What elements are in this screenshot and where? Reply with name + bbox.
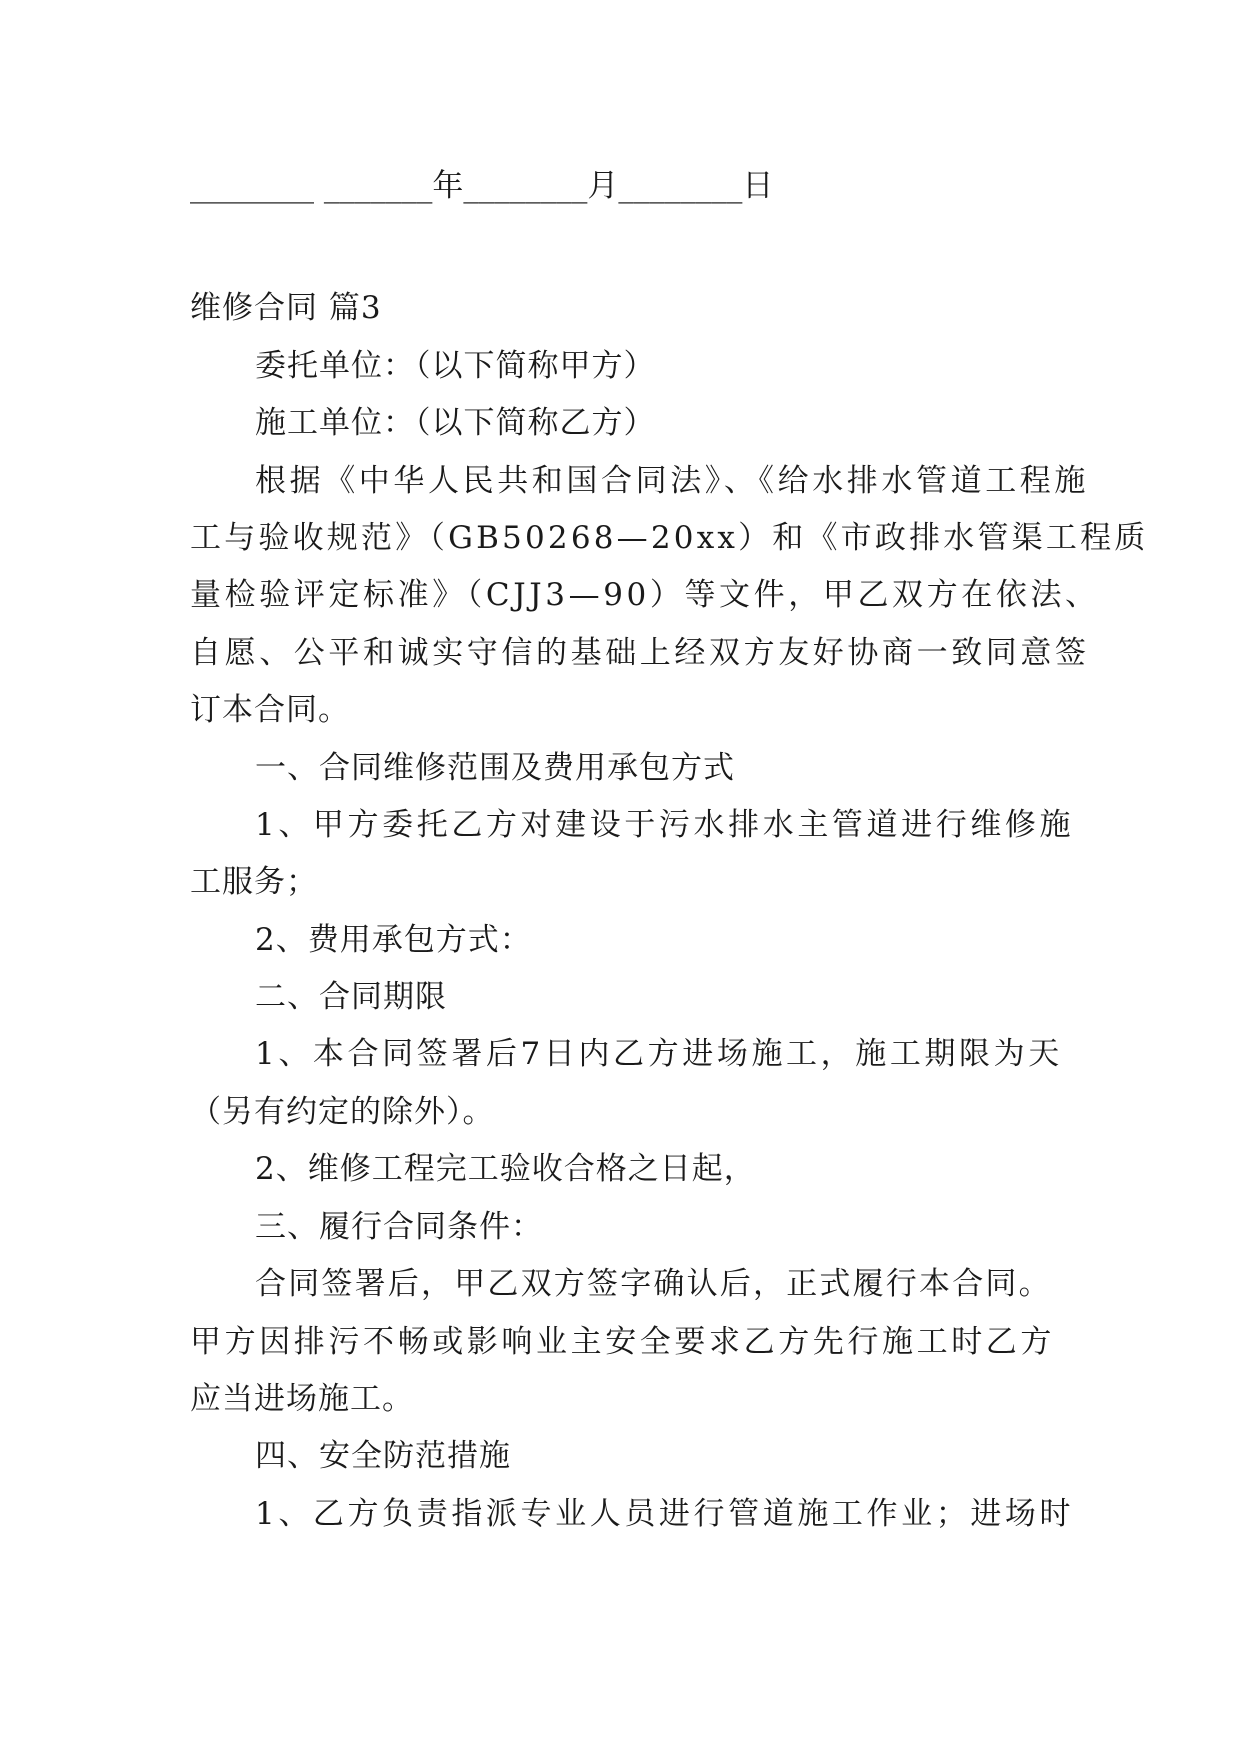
section-heading-2: 二、合同期限 bbox=[255, 979, 447, 1015]
paragraph-line: 1、本合同签署后7日内乙方进场施工，施工期限为天 bbox=[255, 1036, 1063, 1072]
paragraph-line: 2、维修工程完工验收合格之日起， bbox=[255, 1151, 756, 1187]
section-heading-1: 一、合同维修范围及费用承包方式 bbox=[255, 750, 735, 786]
paragraph-line: 1、乙方负责指派专业人员进行管道施工作业；进场时 bbox=[255, 1496, 1075, 1532]
paragraph-line: 自愿、公平和诚实守信的基础上经双方友好协商一致同意签 bbox=[190, 635, 1090, 671]
paragraph-line: 应当进场施工。 bbox=[190, 1381, 414, 1417]
paragraph-line: 合同签署后，甲乙双方签字确认后，正式履行本合同。 bbox=[255, 1266, 1052, 1302]
paragraph-line: 根据《中华人民共和国合同法》、《给水排水管道工程施 bbox=[255, 463, 1089, 499]
section-title: 维修合同 篇3 bbox=[190, 290, 382, 326]
section-heading-4: 四、安全防范措施 bbox=[255, 1438, 511, 1474]
section-heading-3: 三、履行合同条件： bbox=[255, 1209, 543, 1245]
paragraph-line: 甲方因排污不畅或影响业主安全要求乙方先行施工时乙方 bbox=[190, 1324, 1055, 1360]
contractor-unit-line: 施工单位：（以下简称乙方） bbox=[255, 405, 656, 441]
paragraph-line: 工服务； bbox=[190, 864, 318, 900]
paragraph-line: （另有约定的除外）。 bbox=[190, 1094, 495, 1130]
paragraph-line: 1、甲方委托乙方对建设于污水排水主管道进行维修施 bbox=[255, 807, 1075, 843]
paragraph-line: 工与验收规范》（GB50268—20xx）和《市政排水管渠工程质 bbox=[190, 520, 1149, 556]
signature-date-line: ________ _______年________月________日 bbox=[190, 168, 774, 204]
client-unit-line: 委托单位：（以下简称甲方） bbox=[255, 348, 656, 384]
paragraph-line: 量检验评定标准》（CJJ3—90）等文件，甲乙双方在依法、 bbox=[190, 577, 1100, 613]
paragraph-line: 订本合同。 bbox=[190, 692, 350, 728]
paragraph-line: 2、费用承包方式： bbox=[255, 922, 532, 958]
